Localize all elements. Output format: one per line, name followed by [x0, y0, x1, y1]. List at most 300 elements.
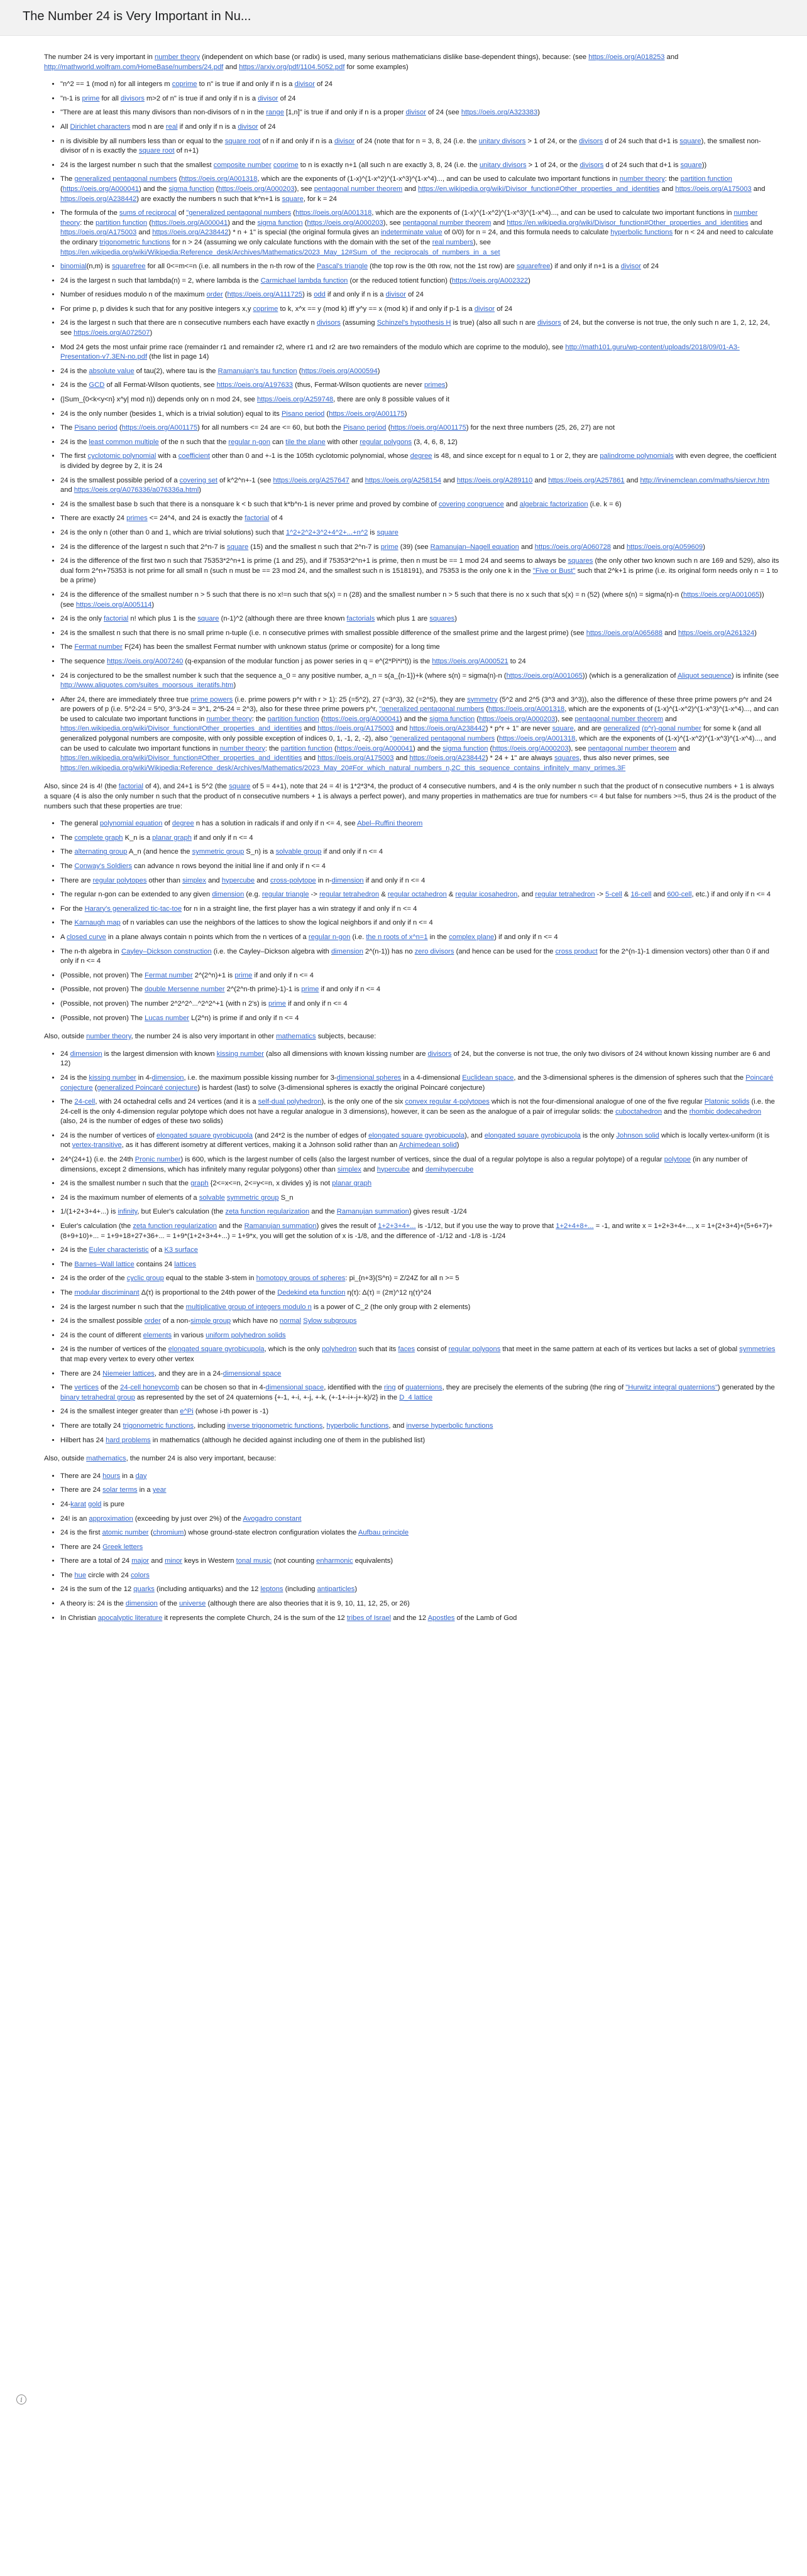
inline-link[interactable]: odd: [314, 291, 326, 299]
inline-link[interactable]: kissing number: [89, 1073, 136, 1082]
inline-link[interactable]: divisor: [385, 291, 406, 299]
inline-link[interactable]: faces: [398, 1345, 415, 1354]
inline-link[interactable]: http://mathworld.wolfram.com/HomeBase/numbers/24.pdf: [44, 63, 224, 71]
inline-link[interactable]: https://oeis.org/A000203: [479, 715, 556, 723]
inline-link[interactable]: double Mersenne number: [145, 986, 225, 994]
inline-link[interactable]: vertices: [74, 1384, 99, 1392]
inline-link[interactable]: tribes of Israel: [346, 1614, 392, 1622]
inline-link[interactable]: dimensional space: [222, 1369, 282, 1378]
inline-link[interactable]: regular n-gon: [308, 933, 351, 941]
inline-link[interactable]: prime powers: [190, 695, 233, 704]
inline-link[interactable]: number theory: [154, 53, 200, 61]
inline-link[interactable]: https://oeis.org/A323383: [461, 109, 538, 117]
inline-link[interactable]: sigma function: [257, 219, 303, 227]
inline-link[interactable]: atomic number: [102, 1529, 149, 1537]
inline-link[interactable]: lattices: [174, 1260, 197, 1268]
inline-link[interactable]: squares: [554, 754, 579, 763]
inline-link[interactable]: simplex: [182, 876, 206, 884]
inline-link[interactable]: divisors: [316, 319, 341, 327]
inline-link[interactable]: D_4 lattice: [399, 1393, 433, 1401]
inline-link[interactable]: kissing number: [216, 1050, 265, 1058]
inline-link[interactable]: tile the plane: [285, 438, 326, 446]
inline-link[interactable]: https://oeis.org/A001318: [488, 705, 565, 714]
inline-link[interactable]: factorial: [104, 615, 129, 623]
inline-link[interactable]: coprime: [172, 80, 197, 89]
inline-link[interactable]: pentagonal number theorem: [574, 715, 664, 723]
inline-link[interactable]: square: [227, 543, 249, 551]
inline-link[interactable]: factorial: [244, 514, 270, 523]
inline-link[interactable]: solvable: [199, 1193, 225, 1202]
inline-link[interactable]: divisor: [620, 263, 642, 271]
inline-link[interactable]: planar graph: [332, 1180, 372, 1188]
inline-link[interactable]: colors: [130, 1571, 150, 1579]
inline-link[interactable]: https://en.wikipedia.org/wiki/Wikipedia:Reference_desk/Archives/Mathematics/2023_May_12#Sum_of_the_reciprocals_of_numbers_in_a_set: [60, 248, 500, 256]
inline-link[interactable]: hard problems: [106, 1436, 151, 1444]
inline-link[interactable]: primes: [424, 381, 446, 389]
inline-link[interactable]: vertex-transitive: [72, 1141, 122, 1149]
inline-link[interactable]: 600-cell: [667, 891, 692, 899]
inline-link[interactable]: https://oeis.org/A238442: [409, 725, 486, 733]
inline-link[interactable]: https://oeis.org/A175003: [317, 725, 394, 733]
inline-link[interactable]: partition function: [267, 715, 319, 723]
inline-link[interactable]: Cayley–Dickson construction: [121, 947, 212, 955]
inline-link[interactable]: simplex: [337, 1165, 361, 1173]
inline-link[interactable]: https://en.wikipedia.org/wiki/Divisor_function#Other_properties_and_identities: [507, 219, 749, 227]
inline-link[interactable]: sums of reciprocal: [119, 209, 177, 217]
inline-link[interactable]: http://www.aliquotes.com/suites_moorsous_iteratifs.htm: [60, 682, 234, 690]
inline-link[interactable]: 1+2+3+4+...: [378, 1222, 416, 1231]
inline-link[interactable]: https://oeis.org/A238442: [152, 229, 229, 237]
inline-link[interactable]: apocalyptic literature: [97, 1614, 163, 1622]
inline-link[interactable]: hypercube: [221, 876, 255, 884]
inline-link[interactable]: symmetric group: [226, 1193, 279, 1202]
inline-link[interactable]: sigma function: [168, 185, 214, 193]
inline-link[interactable]: http://math101.guru/wp-content/uploads/2018/09/01-A3-Presentation-v7.3EN-no.pdf: [60, 343, 740, 361]
inline-link[interactable]: dimensional spheres: [336, 1073, 402, 1082]
inline-link[interactable]: square: [680, 161, 702, 169]
inline-link[interactable]: https://oeis.org/A238442: [409, 754, 486, 763]
inline-link[interactable]: cyclic group: [126, 1274, 164, 1283]
inline-link[interactable]: simple group: [190, 1317, 231, 1325]
inline-link[interactable]: cross product: [555, 947, 598, 955]
inline-link[interactable]: https://oeis.org/A072507: [74, 329, 150, 337]
inline-link[interactable]: sigma function: [442, 744, 488, 753]
inline-link[interactable]: minor: [165, 1557, 183, 1565]
inline-link[interactable]: Poincaré conjecture: [60, 1073, 774, 1092]
inline-link[interactable]: degree: [410, 452, 432, 460]
inline-link[interactable]: https://oeis.org/A000041: [323, 715, 400, 723]
inline-link[interactable]: prime: [268, 999, 286, 1008]
inline-link[interactable]: "Hurwitz integral quaternions": [625, 1384, 718, 1392]
inline-link[interactable]: coefficient: [178, 452, 210, 460]
inline-link[interactable]: elongated square gyrobicupola: [156, 1131, 253, 1139]
inline-link[interactable]: primes: [126, 514, 148, 523]
inline-link[interactable]: Greek letters: [102, 1543, 143, 1551]
inline-link[interactable]: order: [144, 1317, 161, 1325]
inline-link[interactable]: regular polytopes: [92, 876, 147, 884]
info-icon[interactable]: i: [16, 2394, 26, 2405]
inline-link[interactable]: https://oeis.org/A289110: [456, 476, 533, 484]
inline-link[interactable]: elongated square gyrobicupola: [168, 1345, 265, 1354]
inline-link[interactable]: mathematics: [276, 1033, 316, 1041]
inline-link[interactable]: Sylow subgroups: [303, 1317, 357, 1325]
inline-link[interactable]: polynomial equation: [99, 820, 163, 828]
inline-link[interactable]: karat: [70, 1500, 87, 1508]
inline-link[interactable]: 16-cell: [630, 891, 652, 899]
inline-link[interactable]: symmetric group: [192, 848, 244, 856]
inline-link[interactable]: real: [165, 122, 178, 131]
inline-link[interactable]: prime: [82, 94, 100, 102]
inline-link[interactable]: https://oeis.org/A002322: [451, 276, 529, 285]
inline-link[interactable]: dimension: [151, 1073, 184, 1082]
inline-link[interactable]: dimension: [331, 876, 364, 884]
inline-link[interactable]: Barnes–Wall lattice: [74, 1260, 134, 1268]
inline-link[interactable]: Carmichael lambda function: [260, 276, 348, 285]
inline-link[interactable]: divisor: [474, 305, 495, 313]
inline-link[interactable]: divisor: [405, 109, 426, 117]
inline-link[interactable]: regular triangle: [261, 891, 309, 899]
inline-link[interactable]: unitary divisors: [479, 161, 527, 169]
inline-link[interactable]: zeta function regularization: [225, 1208, 310, 1216]
inline-link[interactable]: https://oeis.org/A005114: [75, 601, 152, 609]
inline-link[interactable]: squarefree: [516, 263, 551, 271]
inline-link[interactable]: https://oeis.org/A076336/a076336a.html: [74, 486, 199, 494]
inline-link[interactable]: normal: [279, 1317, 302, 1325]
inline-link[interactable]: https://oeis.org/A197633: [216, 381, 294, 389]
inline-link[interactable]: Schinzel's hypothesis H: [376, 319, 451, 327]
inline-link[interactable]: ring: [383, 1384, 396, 1392]
inline-link[interactable]: (p^r)-gonal number: [642, 725, 701, 733]
inline-link[interactable]: partition function: [280, 744, 332, 753]
inline-link[interactable]: partition function: [95, 219, 148, 227]
inline-link[interactable]: https://oeis.org/A111725: [227, 291, 303, 299]
inline-link[interactable]: tonal music: [236, 1557, 272, 1565]
inline-link[interactable]: 5-cell: [605, 891, 622, 899]
inline-link[interactable]: Platonic solids: [704, 1098, 750, 1106]
inline-link[interactable]: coprime: [273, 161, 299, 169]
inline-link[interactable]: covering congruence: [438, 500, 504, 508]
inline-link[interactable]: https://oeis.org/A261324: [678, 629, 755, 637]
inline-link[interactable]: uniform polyhedron solids: [206, 1331, 286, 1339]
inline-link[interactable]: demihypercube: [425, 1165, 474, 1173]
inline-link[interactable]: https://oeis.org/A060728: [534, 543, 612, 551]
inline-link[interactable]: Fermat number: [74, 643, 123, 651]
inline-link[interactable]: divisor: [334, 137, 355, 145]
inline-link[interactable]: enharmonic: [316, 1557, 353, 1565]
inline-link[interactable]: Pronic number: [134, 1156, 181, 1164]
inline-link[interactable]: https://oeis.org/A000521: [432, 657, 508, 665]
inline-link[interactable]: https://oeis.org/A000041: [62, 185, 140, 193]
inline-link[interactable]: absolute value: [89, 367, 134, 375]
inline-link[interactable]: https://oeis.org/A001065: [683, 590, 760, 599]
inline-link[interactable]: square: [282, 195, 304, 203]
inline-link[interactable]: least common multiple: [89, 438, 159, 446]
inline-link[interactable]: pentagonal number theorem: [402, 219, 491, 227]
inline-link[interactable]: prime: [301, 986, 319, 994]
inline-link[interactable]: Pisano period: [281, 410, 325, 418]
inline-link[interactable]: dimension: [331, 947, 363, 955]
inline-link[interactable]: squares: [429, 615, 455, 623]
inline-link[interactable]: palindrome polynomials: [600, 452, 674, 460]
inline-link[interactable]: 24-cell honeycomb: [120, 1384, 180, 1392]
inline-link[interactable]: prime: [234, 971, 253, 979]
inline-link[interactable]: https://oeis.org/A175003: [675, 185, 752, 193]
inline-link[interactable]: inverse trigonometric functions: [227, 1421, 323, 1430]
inline-link[interactable]: leptons: [260, 1585, 283, 1594]
inline-link[interactable]: divisors: [427, 1050, 452, 1058]
inline-link[interactable]: Ramanujan–Nagell equation: [430, 543, 519, 551]
inline-link[interactable]: trigonometric functions: [99, 238, 170, 246]
inline-link[interactable]: K3 surface: [164, 1246, 198, 1254]
inline-link[interactable]: regular polygons: [448, 1345, 501, 1354]
inline-link[interactable]: Johnson solid: [616, 1131, 659, 1139]
inline-link[interactable]: convex regular 4-polytopes: [405, 1098, 490, 1106]
inline-link[interactable]: modular discriminant: [74, 1289, 140, 1296]
inline-link[interactable]: divisors: [579, 137, 603, 145]
inline-link[interactable]: dimension: [70, 1050, 102, 1058]
inline-link[interactable]: cross-polytope: [270, 876, 316, 884]
inline-link[interactable]: https://arxiv.org/pdf/1104.5052.pdf: [239, 63, 345, 71]
inline-link[interactable]: Pascal's triangle: [316, 263, 368, 271]
inline-link[interactable]: self-dual polyhedron: [258, 1098, 322, 1106]
inline-link[interactable]: universe: [179, 1600, 206, 1608]
inline-link[interactable]: regular icosahedron: [455, 891, 518, 899]
inline-link[interactable]: https://oeis.org/A059609: [626, 543, 703, 551]
inline-link[interactable]: range: [266, 109, 284, 117]
inline-link[interactable]: number theory: [206, 715, 252, 723]
inline-link[interactable]: https://oeis.org/A238442: [60, 195, 137, 203]
inline-link[interactable]: hypercube: [376, 1165, 410, 1173]
inline-link[interactable]: "Five or Bust": [532, 567, 576, 575]
inline-link[interactable]: real numbers: [432, 238, 474, 246]
inline-link[interactable]: https://oeis.org/A001175: [121, 424, 198, 432]
inline-link[interactable]: http://irvinemclean.com/maths/siercvr.htm: [640, 476, 770, 484]
inline-link[interactable]: quaternions: [405, 1384, 442, 1392]
inline-link[interactable]: polytope: [664, 1156, 691, 1164]
inline-link[interactable]: day: [135, 1472, 147, 1480]
inline-link[interactable]: dimensional space: [265, 1384, 324, 1392]
inline-link[interactable]: complex plane: [449, 933, 495, 941]
inline-link[interactable]: polyhedron: [322, 1345, 357, 1354]
inline-link[interactable]: regular polygons: [360, 438, 412, 446]
inline-link[interactable]: Dirichlet characters: [70, 122, 131, 131]
inline-link[interactable]: regular tetrahedron: [319, 891, 380, 899]
inline-link[interactable]: https://oeis.org/A175003: [317, 754, 394, 763]
inline-link[interactable]: the n roots of x^n=1: [366, 933, 428, 941]
inline-link[interactable]: https://oeis.org/A001318: [499, 735, 576, 743]
inline-link[interactable]: https://oeis.org/A000203: [218, 185, 295, 193]
inline-link[interactable]: cyclotomic polynomial: [87, 452, 156, 460]
inline-link[interactable]: infinity: [118, 1208, 138, 1216]
inline-link[interactable]: indeterminate value: [380, 229, 442, 237]
inline-link[interactable]: Abel–Ruffini theorem: [357, 820, 423, 828]
inline-link[interactable]: elongated square gyrobicupola: [484, 1131, 581, 1139]
inline-link[interactable]: pentagonal number theorem: [588, 744, 677, 753]
inline-link[interactable]: hyperbolic functions: [610, 229, 673, 237]
inline-link[interactable]: order: [206, 291, 223, 299]
inline-link[interactable]: Fermat number: [145, 971, 193, 979]
inline-link[interactable]: rhombic dodecahedron: [689, 1107, 762, 1116]
inline-link[interactable]: regular octahedron: [387, 891, 447, 899]
inline-link[interactable]: generalized pentagonal numbers: [74, 175, 177, 183]
inline-link[interactable]: dimension: [125, 1600, 158, 1608]
inline-link[interactable]: complete graph: [74, 834, 123, 842]
inline-link[interactable]: https://oeis.org/A001175: [329, 410, 405, 418]
inline-link[interactable]: divisors: [121, 94, 145, 102]
inline-link[interactable]: https://oeis.org/A065688: [586, 629, 663, 637]
inline-link[interactable]: square: [197, 615, 219, 623]
inline-link[interactable]: hours: [102, 1472, 121, 1480]
inline-link[interactable]: factorial: [118, 783, 143, 791]
inline-link[interactable]: coprime: [253, 305, 278, 313]
inline-link[interactable]: multiplicative group of integers modulo n: [185, 1303, 312, 1311]
inline-link[interactable]: https://oeis.org/A257861: [548, 476, 625, 484]
inline-link[interactable]: binomial: [60, 263, 87, 271]
inline-link[interactable]: pentagonal number theorem: [314, 185, 403, 193]
inline-link[interactable]: number theory: [86, 1033, 131, 1041]
inline-link[interactable]: number theory: [60, 209, 758, 227]
inline-link[interactable]: alternating group: [74, 848, 128, 856]
inline-link[interactable]: closed curve: [66, 933, 106, 941]
inline-link[interactable]: elongated square gyrobicupola: [368, 1131, 465, 1139]
inline-link[interactable]: 1+2+4+8+...: [556, 1222, 594, 1231]
inline-link[interactable]: divisor: [258, 94, 278, 102]
inline-link[interactable]: zero divisors: [414, 947, 454, 955]
inline-link[interactable]: dimension: [212, 891, 244, 899]
inline-link[interactable]: square: [552, 725, 574, 733]
inline-link[interactable]: approximation: [89, 1514, 133, 1523]
inline-link[interactable]: mathematics: [86, 1455, 126, 1463]
inline-link[interactable]: regular tetrahedron: [535, 891, 595, 899]
inline-link[interactable]: Ramanujan summation: [336, 1208, 409, 1216]
inline-link[interactable]: https://oeis.org/A001065: [506, 671, 583, 680]
inline-link[interactable]: homotopy groups of spheres: [256, 1274, 346, 1283]
inline-link[interactable]: Avogadro constant: [243, 1514, 302, 1523]
inline-link[interactable]: zeta function regularization: [133, 1222, 217, 1231]
inline-link[interactable]: unitary divisors: [478, 137, 526, 145]
inline-link[interactable]: Ramanujan summation: [244, 1222, 317, 1231]
inline-link[interactable]: graph: [190, 1180, 209, 1188]
inline-link[interactable]: e^Pi: [180, 1408, 194, 1416]
inline-link[interactable]: hyperbolic functions: [326, 1421, 389, 1430]
inline-link[interactable]: divisors: [537, 319, 561, 327]
inline-link[interactable]: https://oeis.org/A000041: [151, 219, 228, 227]
inline-link[interactable]: https://oeis.org/A258154: [365, 476, 442, 484]
inline-link[interactable]: https://oeis.org/A001318: [295, 209, 372, 217]
inline-link[interactable]: https://oeis.org/A000203: [307, 219, 383, 227]
inline-link[interactable]: Conway's Soldiers: [74, 862, 133, 870]
inline-link[interactable]: https://oeis.org/A000203: [492, 744, 569, 753]
inline-link[interactable]: generalized: [603, 725, 640, 733]
inline-link[interactable]: https://oeis.org/A001175: [390, 424, 466, 432]
inline-link[interactable]: square root: [138, 147, 175, 155]
inline-link[interactable]: Ramanujan's tau function: [217, 367, 297, 375]
inline-link[interactable]: Archimedean solid: [398, 1141, 457, 1149]
inline-link[interactable]: Karnaugh map: [74, 919, 121, 927]
inline-link[interactable]: https://en.wikipedia.org/wiki/Divisor_function#Other_properties_and_identities: [60, 725, 302, 733]
inline-link[interactable]: Aufbau principle: [358, 1529, 409, 1537]
inline-link[interactable]: "generalized pentagonal numbers: [379, 705, 485, 714]
inline-link[interactable]: inverse hyperbolic functions: [406, 1421, 493, 1430]
inline-link[interactable]: https://en.wikipedia.org/wiki/Divisor_function#Other_properties_and_identities: [60, 754, 302, 763]
inline-link[interactable]: https://oeis.org/A000041: [336, 744, 413, 753]
inline-link[interactable]: divisors: [579, 161, 604, 169]
inline-link[interactable]: Harary's generalized tic-tac-toe: [84, 905, 182, 913]
inline-link[interactable]: cuboctahedron: [615, 1107, 662, 1116]
inline-link[interactable]: https://oeis.org/A001318: [181, 175, 258, 183]
inline-link[interactable]: Niemeier lattices: [102, 1369, 155, 1378]
inline-link[interactable]: divisor: [238, 122, 258, 131]
inline-link[interactable]: antiparticles: [317, 1585, 355, 1594]
inline-link[interactable]: algebraic factorization: [519, 500, 588, 508]
inline-link[interactable]: number theory: [219, 744, 265, 753]
inline-link[interactable]: elements: [143, 1331, 172, 1339]
inline-link[interactable]: https://oeis.org/A259748: [257, 396, 334, 404]
inline-link[interactable]: solar terms: [102, 1486, 138, 1494]
inline-link[interactable]: Pisano period: [343, 424, 387, 432]
inline-link[interactable]: major: [131, 1557, 150, 1565]
inline-link[interactable]: quarks: [133, 1585, 155, 1594]
inline-link[interactable]: symmetry: [467, 695, 498, 704]
inline-link[interactable]: chromium: [153, 1529, 184, 1537]
inline-link[interactable]: symmetries: [739, 1345, 776, 1354]
inline-link[interactable]: square root: [224, 137, 261, 145]
inline-link[interactable]: factorials: [346, 615, 375, 623]
inline-link[interactable]: squares: [568, 557, 593, 565]
inline-link[interactable]: planar graph: [152, 834, 192, 842]
inline-link[interactable]: gold: [88, 1500, 102, 1508]
inline-link[interactable]: binary tetrahedral group: [60, 1393, 135, 1401]
inline-link[interactable]: regular n-gon: [228, 438, 270, 446]
inline-link[interactable]: covering set: [179, 476, 217, 484]
inline-link[interactable]: Lucas number: [145, 1014, 190, 1022]
inline-link[interactable]: 1^2+2^2+3^2+4^2+...+n^2: [285, 528, 368, 536]
inline-link[interactable]: sigma function: [429, 715, 475, 723]
inline-link[interactable]: generalized Poincaré conjecture: [97, 1084, 198, 1092]
inline-link[interactable]: Euler characteristic: [89, 1246, 149, 1254]
inline-link[interactable]: divisor: [294, 80, 315, 89]
inline-link[interactable]: https://oeis.org/A018253: [588, 53, 665, 61]
inline-link[interactable]: degree: [172, 820, 194, 828]
inline-link[interactable]: number theory: [619, 175, 665, 183]
inline-link[interactable]: Euclidean space: [462, 1073, 514, 1082]
inline-link[interactable]: "generalized pentagonal numbers: [390, 735, 495, 743]
inline-link[interactable]: https://en.wikipedia.org/wiki/Wikipedia:Reference_desk/Archives/Mathematics/2023_May_20#For_which_natural_numbers_n,2C_this_sequence_contains_infinitely_many_primes.3F: [60, 764, 626, 772]
inline-link[interactable]: "generalized pentagonal numbers: [186, 209, 292, 217]
inline-link[interactable]: square: [376, 528, 398, 536]
inline-link[interactable]: squarefree: [112, 263, 146, 271]
inline-link[interactable]: solvable group: [275, 848, 322, 856]
inline-link[interactable]: https://oeis.org/A175003: [60, 229, 137, 237]
inline-link[interactable]: Pisano period: [74, 424, 118, 432]
inline-link[interactable]: Aliquot sequence: [677, 671, 732, 680]
inline-link[interactable]: 24-cell: [74, 1098, 96, 1106]
inline-link[interactable]: https://oeis.org/A007240: [107, 657, 184, 665]
inline-link[interactable]: Dedekind eta function: [277, 1289, 346, 1296]
inline-link[interactable]: square: [679, 137, 701, 145]
inline-link[interactable]: composite number: [213, 161, 272, 169]
inline-link[interactable]: prime: [380, 543, 398, 551]
inline-link[interactable]: year: [152, 1486, 167, 1494]
inline-link[interactable]: hue: [74, 1571, 87, 1579]
inline-link[interactable]: partition function: [680, 175, 732, 183]
inline-link[interactable]: square: [229, 783, 251, 791]
inline-link[interactable]: https://en.wikipedia.org/wiki/Divisor_function#Other_properties_and_identities: [418, 185, 660, 193]
inline-link[interactable]: https://oeis.org/A000594: [301, 367, 378, 375]
inline-link[interactable]: https://oeis.org/A257647: [273, 476, 349, 484]
inline-link[interactable]: trigonometric functions: [123, 1421, 194, 1430]
inline-link[interactable]: Apostles: [427, 1614, 455, 1622]
